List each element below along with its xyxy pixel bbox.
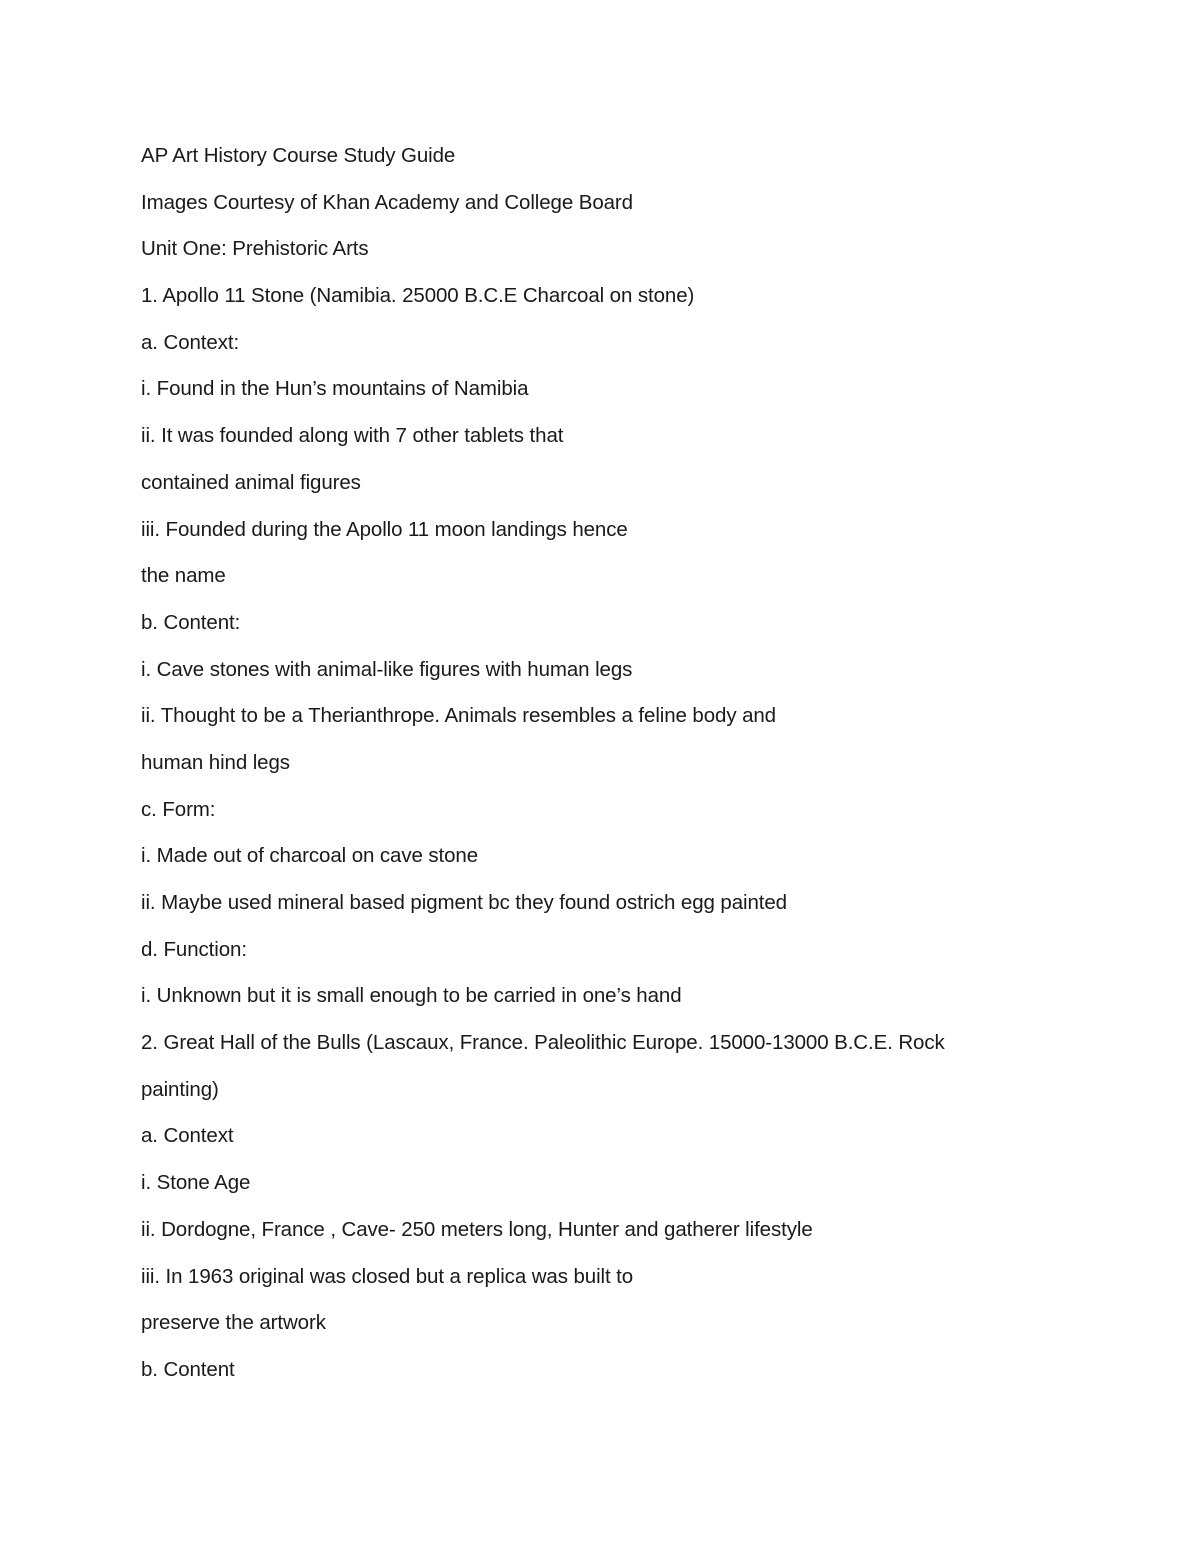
text-line: ii. Maybe used mineral based pigment bc they found ostrich egg painted xyxy=(141,891,787,914)
text-line: ii. Dordogne, France , Cave- 250 meters long, Hunter and gatherer lifestyle xyxy=(141,1217,813,1241)
text-line: i. Found in the Hun’s mountains of Namibia xyxy=(141,377,529,401)
text-line: preserve the artwork xyxy=(141,1311,326,1335)
image-credit-line: Images Courtesy of Khan Academy and College Board xyxy=(141,190,633,214)
text-line: i. Made out of charcoal on cave stone xyxy=(141,844,479,868)
section-heading-content: b. Content: xyxy=(141,610,241,634)
artwork-heading-2: 2. Great Hall of the Bulls (Lascaux, France. Paleolithic Europe. 15000-13000 B.C.E. Rock xyxy=(141,1031,945,1055)
section-heading-form: c. Form: xyxy=(141,797,216,821)
text-line: iii. Founded during the Apollo 11 moon landings hence xyxy=(141,517,628,541)
section-heading-content: b. Content xyxy=(141,1357,235,1381)
text-line: painting) xyxy=(141,1077,219,1101)
artwork-heading-1: 1. Apollo 11 Stone (Namibia. 25000 B.C.E Charcoal on stone) xyxy=(141,284,695,308)
text-line: i. Unknown but it is small enough to be carried in one’s hand xyxy=(141,984,682,1008)
text-line: human hind legs xyxy=(141,750,290,774)
section-heading-context: a. Context: xyxy=(141,330,240,354)
text-line: iii. In 1963 original was closed but a replica was built to xyxy=(141,1264,634,1288)
section-heading-function: d. Function: xyxy=(141,937,247,961)
text-line: i. Stone Age xyxy=(141,1171,251,1195)
text-line: i. Cave stones with animal-like figures with human legs xyxy=(141,657,633,681)
document-title: AP Art History Course Study Guide xyxy=(141,144,456,167)
section-heading-context: a. Context xyxy=(141,1124,234,1148)
text-line: ii. Thought to be a Therianthrope. Animals resembles a feline body and xyxy=(141,704,776,728)
text-line: ii. It was founded along with 7 other tablets that xyxy=(141,424,564,448)
text-line: the name xyxy=(141,564,226,588)
unit-heading: Unit One: Prehistoric Arts xyxy=(141,237,369,261)
document-body xyxy=(141,140,1041,1401)
text-line: contained animal figures xyxy=(141,470,361,494)
